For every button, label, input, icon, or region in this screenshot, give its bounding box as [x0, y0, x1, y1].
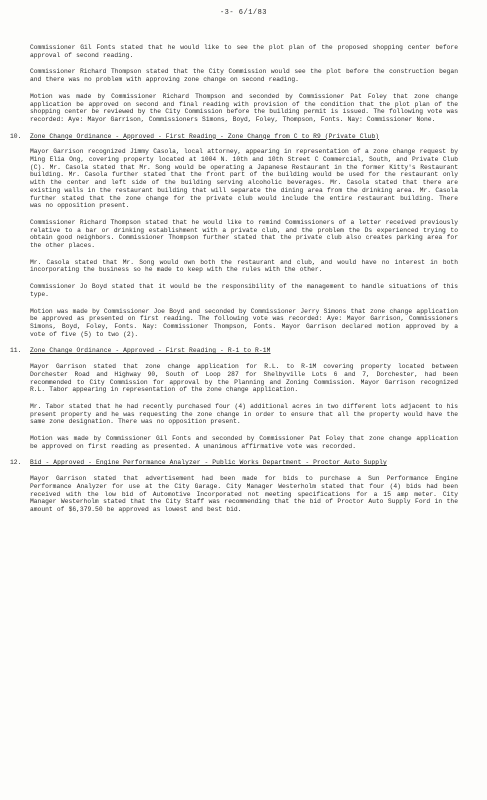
minutes-paragraph: Mayor Garrison recognized Jimmy Casola, local attorney, appearing in representation of a zone change request by Ming Elia Ong, covering property located at 1004 N. 10th and 10th Street C Commercial, South, and Private Club (C). Mr. Casola stated that Mr. Song would be operating a Japanese Restaurant in the former Kitty's Restaurant building. Mr. Casola further stated that the front part of the building would be used for the restaurant only with the center and left side of the building serving alcoholic beverages. Mr. Casola stated that there are existing walls in the restaurant building that will separate the dining area from the drinking area. Mr. Casola further stated that the zone change for the private club would include the entire restaurant building. There was no opposition present. [30, 148, 458, 210]
minutes-paragraph: Commissioner Richard Thompson stated that the City Commission would see the plot before the construction began and there was no problem with approving zone change on second reading. [30, 68, 458, 84]
minutes-paragraph: Motion was made by Commissioner Gil Fonts and seconded by Commissioner Pat Foley that zone change application be approved on first reading as presented. A unanimous affirmative vote was recorded. [30, 435, 458, 450]
minutes-paragraph: Mayor Garrison stated that zone change application for R.L. to R-1M covering property located between Dorchester Road and Highway 90, South of Loop 287 for Shelbyville Lots 6 and 7, Dorchester, had been recommended to City Commission for approval by the Planning and Zoning Commission. Mayor Garrison recognized R.L. Tabor appearing in representation of the zone change application. [30, 363, 458, 394]
agenda-item [10, 347, 458, 355]
agenda-item [10, 132, 458, 141]
minutes-paragraph: Mayor Garrison stated that advertisement had been made for bids to purchase a Sun Performance Engine Performance Analyzer for use at the City Garage. City Manager Westerholm stated that four (4) bids had been received with the low bid of Automotive Incorporated not meeting specifications for a 15 amp meter. City Manager Westerholm stated that the City Staff was recommending that the bid of Proctor Auto Supply Ford in the amount of $6,379.50 be approved as lowest and best bid. [30, 475, 458, 513]
agenda-item-heading: Bid - Approved - Engine Performance Analyzer - Public Works Department - Proctor Auto Supply [30, 459, 387, 467]
agenda-item-heading: Zone Change Ordinance - Approved - First Reading - R-1 to R-1M [30, 347, 271, 355]
minutes-paragraph: Motion was made by Commissioner Joe Boyd and seconded by Commissioner Jerry Simons that zone change application be approved as presented on first reading. The following vote was recorded: Aye: Mayor Garrison, Commissioners Simons, Boyd, Foley, Fonts. Nay: Commissioner Thompson, Fonts. Mayor Garrison declared motion approved by a vote of five (5) to two (2). [30, 307, 458, 338]
page-header: -3- 6/1/83 [219, 9, 267, 17]
minutes-paragraph: Commissioner Jo Boyd stated that it would be the responsibility of the management to handle situations of this type. [30, 283, 458, 298]
minutes-paragraph: Mr. Casola stated that Mr. Song would own both the restaurant and club, and would have no interest in both incorporating the business so he made to keep with the rules with the other. [30, 258, 458, 274]
agenda-item-number: 10. [10, 132, 22, 140]
minutes-paragraph: Commissioner Richard Thompson stated that he would like to remind Commissioners of a letter received previously relative to a bar or drinking establishment with a private club, and the problem the Ds experienced trying to obtain good neighbors. Commissioner Thompson further stated that the private club also creates parking area for the other places. [30, 218, 458, 250]
agenda-item-heading: Zone Change Ordinance - Approved - First Reading - Zone Change from C to R9 (Private Club) [30, 132, 380, 140]
minutes-paragraph: Commissioner Gil Fonts stated that he would like to see the plot plan of the proposed shopping center before approval of second reading. [30, 44, 458, 59]
minutes-paragraph: Motion was made by Commissioner Richard Thompson and seconded by Commissioner Pat Foley that zone change application be approved on second and final reading with provision of the condition that the plot plan of the shopping center be reviewed by the City Commission before the building permit is issued. The following vote was recorded: Aye: Mayor Garrison, Commissioners Simons, Boyd, Foley, Thompson, Fonts. Nay: Commissioner None. [30, 92, 458, 123]
agenda-item-number: 11. [10, 347, 22, 355]
minutes-body [10, 44, 458, 523]
agenda-item-number: 12. [10, 459, 22, 467]
agenda-item [10, 459, 458, 467]
minutes-paragraph: Mr. Tabor stated that he had recently purchased four (4) additional acres in two different lots adjacent to his present property and he was requesting the zone change in order to ensure that all the property would have the same zone designation. There was no opposition present. [30, 402, 458, 426]
